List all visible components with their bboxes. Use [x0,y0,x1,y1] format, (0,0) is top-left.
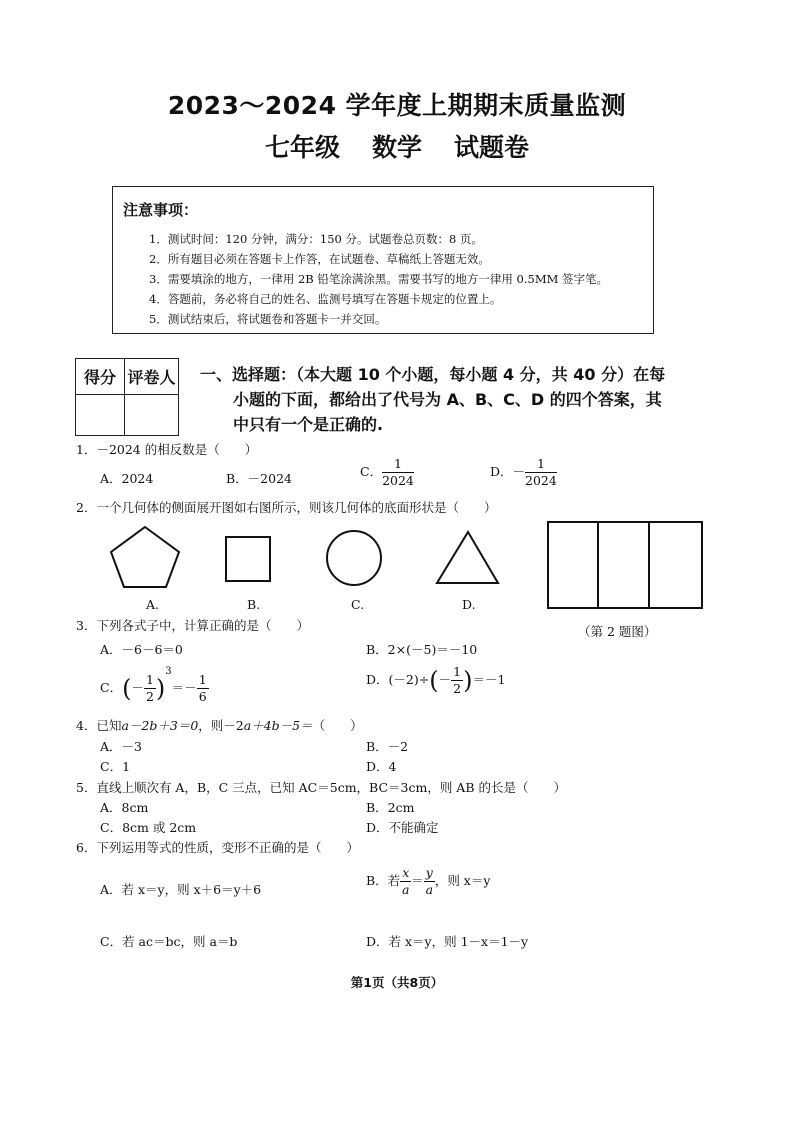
question-3-stem: 3．下列各式子中，计算正确的是（ ） [76,618,309,633]
score-table [75,358,179,436]
denominator: 2 [145,688,154,704]
exam-subtitle [0,128,794,164]
notice-item: 1．测试时间：120 分钟，满分：150 分。试题卷总页数：8 页。 [149,232,483,246]
q1-c-label: C． [360,464,383,479]
q6-option-d: D．若 x＝y，则 1－x＝1－y [366,934,529,949]
q3-option-c: C．(－ $\frac{1}{2}$ )$^3$＝－ $\frac{1}{6}$ [100,666,207,704]
q4-stem-pre: 4．已知 [76,718,122,733]
q3-d-pre: (－2)÷ [388,672,430,687]
q2-figure-caption: （第 2 题图） [578,624,657,639]
q3-d-label: D． [366,672,389,687]
q3-d-post: ＝－1 [472,672,506,687]
q2-label-c: C. [351,597,365,612]
q3-c-label: C． [100,680,123,695]
score-cell[interactable] [76,395,125,436]
circle-icon [327,531,381,585]
q2-unfolded-figure [546,520,704,610]
score-header: 得分 [76,359,125,395]
question-4-stem [76,716,363,734]
q6-option-b [366,867,490,896]
q4-stem-mid: ，则－2 [198,718,244,733]
page-number: 第1页（共8页） [350,975,444,990]
q5-option-d: D．不能确定 [366,820,439,835]
section-heading-line3: 中只有一个是正确的. [233,415,384,434]
notice-item: 2．所有题目必须在答题卡上作答，在试题卷、草稿纸上答题无效。 [149,252,490,266]
fraction [197,674,209,703]
section-heading-line2: 小题的下面，都给出了代号为 A、B、C、D 的四个答案，其 [233,390,662,409]
exam-title: 2023～2024 学年度上期期末质量监测 [167,91,627,120]
notice-item: 3．需要填涂的地方，一律用 2B 铅笔涂满涂黑。需要书写的地方一律用 0.5MM 签字笔。 [149,272,609,286]
equals: ＝ [411,873,424,888]
q4-option-d: D．4 [366,759,397,774]
numerator: 1 [453,664,462,679]
fraction [525,458,557,487]
q2-shapes [100,525,510,595]
numerator: y [425,865,433,880]
fraction [382,458,414,487]
grader-header: 评卷人 [125,359,179,395]
q5-option-b: B．2cm [366,800,415,815]
question-6-stem: 6．下列运用等式的性质，变形不正确的是（ ） [76,840,359,855]
q5-option-c: C．8cm 或 2cm [100,820,197,835]
question-1-stem: 1．－2024 的相反数是（ ） [76,442,258,457]
fraction [424,867,435,896]
q6-b-label: B．若 [366,873,401,888]
numerator: 1 [145,672,154,687]
q6-b-post: ，则 x＝y [434,873,491,888]
sign: － [131,680,144,695]
sign: － [438,672,452,687]
q1-option-a: A．2024 [100,471,154,486]
fraction [451,666,463,695]
paper-type-label: 试题卷 [454,133,530,162]
subject-label: 数学 [371,133,422,162]
fraction [144,674,156,703]
numerator: 1 [198,672,207,687]
q2-label-a: A. [146,597,160,612]
numerator: 1 [525,458,557,473]
question-5-stem: 5．直线上顺次有 A，B，C 三点，已知 AC＝5cm，BC＝3cm，则 AB 的长是（ ） [76,780,566,795]
fraction [400,867,411,896]
q2-label-d: D. [462,597,476,612]
exponent: 3 [165,666,172,677]
triangle-icon [437,532,498,583]
denominator: 6 [198,688,207,704]
q4-option-a: A．－3 [100,739,142,754]
denominator: a [425,881,434,897]
q1-option-b: B．－2024 [226,471,292,486]
question-2-stem: 2．一个几何体的侧面展开图如右图所示，则该几何体的底面形状是（ ） [76,500,497,515]
notice-box [112,186,654,334]
equals: ＝－ [171,680,197,695]
notice-item: 4．答题前，务必将自己的姓名、监测号填写在答题卡规定的位置上。 [149,292,502,306]
q3-option-b: B．2×(－5)＝－10 [366,642,478,657]
grade-label: 七年级 [264,133,340,162]
notice-item: 5．测试结束后，将试题卷和答题卡一并交回。 [149,312,387,326]
square-icon [226,537,270,581]
q6-option-a: A．若 x＝y，则 x＋6＝y＋6 [100,882,262,897]
denominator: 2024 [382,472,414,488]
section-heading-line1: 一、选择题：（本大题 10 个小题，每小题 4 分，共 40 分）在每 [200,365,666,384]
q4-expression: a－2b＋3＝0 [121,718,199,733]
q2-label-b: B. [247,597,261,612]
q6-option-c: C．若 ac＝bc，则 a＝b [100,934,238,949]
q4-stem-post: （ ） [312,718,363,733]
denominator: a [401,881,410,897]
q3-option-d: D．(－2)÷(－ $\frac{1}{2}$ )＝－1 [366,664,506,696]
numerator: x [402,865,410,880]
denominator: 2 [453,680,462,696]
pentagon-icon [111,527,179,587]
q1-d-label: D．－ [490,464,526,479]
grader-cell[interactable] [125,395,179,436]
q4-option-c: C．1 [100,759,131,774]
q1-option-c [360,458,414,487]
notice-title: 注意事项： [123,201,199,219]
q5-option-a: A．8cm [100,800,149,815]
q4-expression-2: a＋4b－5＝ [243,718,313,733]
q4-option-b: B．－2 [366,739,409,754]
q3-option-a: A．－6－6＝0 [100,642,183,657]
denominator: 2024 [525,472,557,488]
q1-option-d [490,458,557,487]
numerator: 1 [382,458,414,473]
